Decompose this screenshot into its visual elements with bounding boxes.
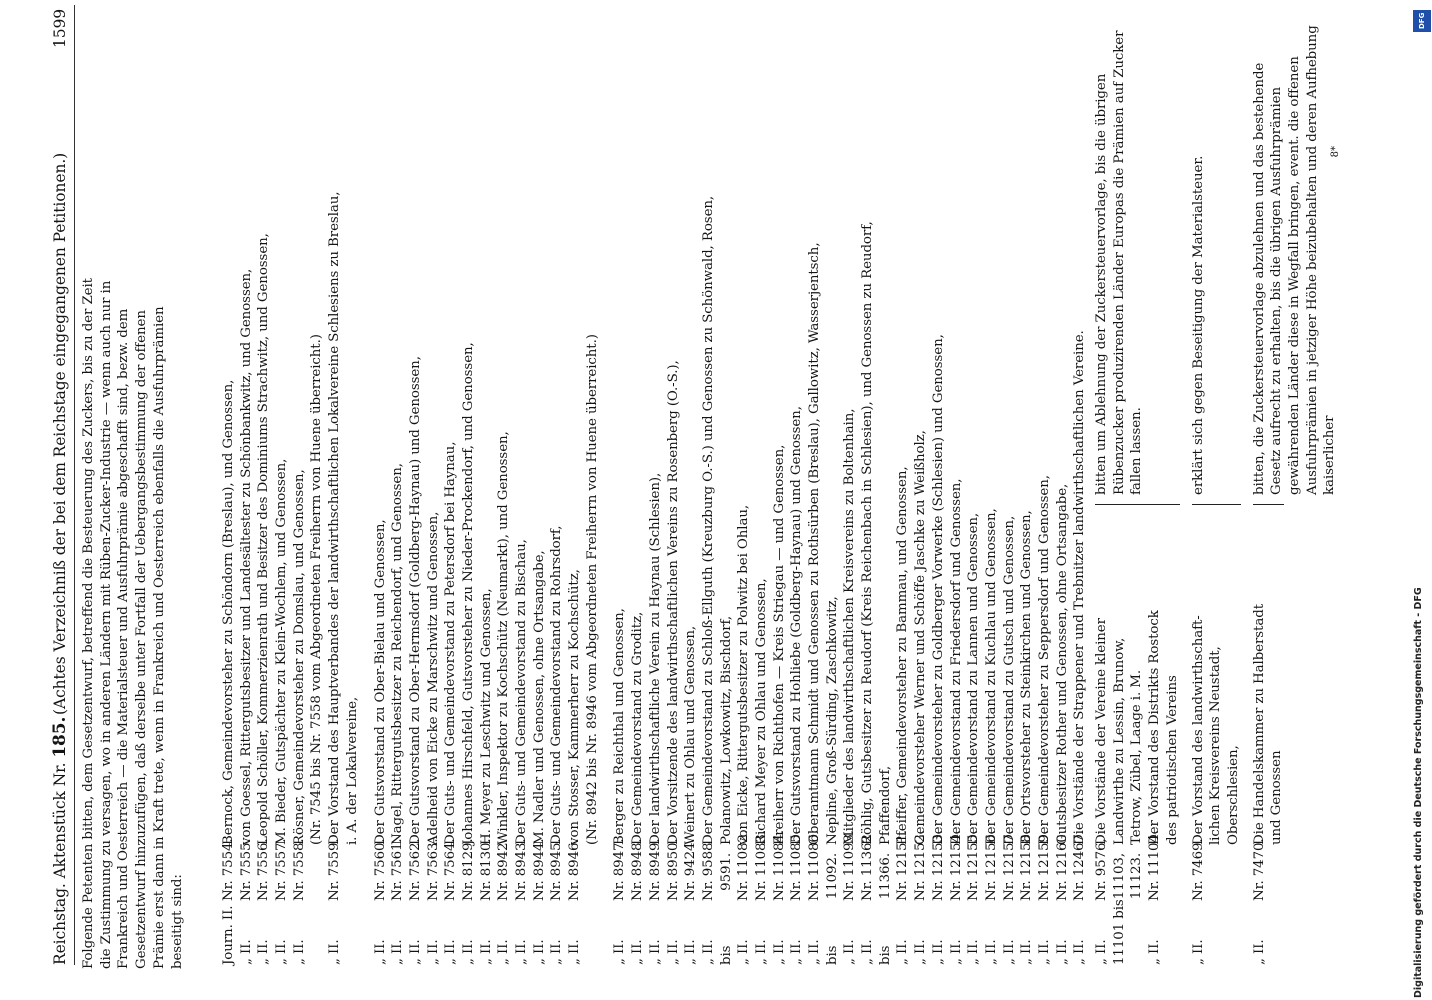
entry-text: Der Guts- und Gemeindevorstand zu Petersdorf bei Haynau, [443,441,459,845]
petition-entry [407,5,425,965]
entry-prefix: „ II. [372,939,388,965]
entry-number: Nr. 8949. [647,838,663,901]
petition-entry [1054,5,1072,965]
entry-prefix: „ II. [443,939,459,965]
entry-prefix: „ II. [807,939,822,965]
petition-entry [894,5,912,965]
entry-number: Nr. 12159. [1036,829,1052,901]
entry-prefix: „ II. [1019,939,1035,965]
petition-entry [771,5,789,965]
entry-number: Nr. 7556. [256,838,272,901]
entry-prefix: „ II. [531,939,547,965]
entry-number: Nr. 7554. [221,838,236,901]
rotated-sheet [50,5,1432,985]
entry-text: Polanowitz, Lowkowitz, Bischdorf, [718,615,734,845]
entry-prefix: bis [824,945,840,965]
petition-entry [753,5,771,965]
petition-group [1093,5,1182,965]
entry-number: Nr. 7469. [1190,838,1206,901]
page-header [50,5,75,965]
petition-group [1190,5,1243,965]
entry-prefix: „ II. [549,939,565,965]
entry-prefix: Journ. II. [221,905,236,965]
entry-text: Rösner, Gemeindevorsteher zu Domslau, und Genossen, [291,469,307,845]
petition-entry [983,5,1001,965]
entry-prefix: bis [718,945,734,965]
entry-text: Der Guts- und Gemeindevorstand zu Bischau, [514,539,529,845]
entry-number: Nr. 12153. [930,829,946,901]
petition-entry [344,5,362,965]
petition-entry [308,5,326,965]
petition-entry [965,5,983,965]
entry-prefix: „ II. [256,939,272,965]
entry-prefix: „ II. [966,939,982,965]
entry-text: Der Gemeindevorstand zu Groditz, [630,611,646,845]
entry-number: Nr. 7560. [372,838,388,901]
entry-prefix: „ II. [700,939,716,965]
entry-number: Nr. 8947. [612,838,628,901]
entry-number: Nr. 7470. [1251,838,1267,901]
entry-prefix: „ II. [1147,939,1163,965]
entry-number: 11103, [1111,853,1127,900]
petition-entry [718,5,736,965]
petition-entry [584,5,602,965]
entry-number: Nr. 12155. [966,829,982,901]
entry-prefix: „ II. [665,939,681,965]
petition-entry [460,5,478,965]
intro-line: Frankreich und Oesterreich — die Materialsteuer und Ausfuhrprämie abgeschafft sind, bezw. dem [116,308,132,969]
petition-entry [1207,5,1225,965]
entry-text: Der Gemeindevorstand zu Friedersdorf und Genossen, [948,478,964,845]
entry-prefix: „ II. [771,939,787,965]
entry-number: Nr. 12157. [1001,829,1017,901]
entry-text: Gemeindevorsteher Werner und Schöffe Jaschke zu Weißholz, [913,430,929,845]
entry-number: Nr. 7562. [407,838,423,901]
entry-text: Der Gemeindevorsteher zu Seppersdorf und Genossen, [1036,475,1052,845]
entry-number: 9591. [718,853,734,891]
entry-prefix: „ II. [1190,939,1206,965]
entry-text: Der Gutsvorstand zu Hohliebe (Goldberg-Haynau) und Genossen, [789,406,805,845]
petition-entry [1071,5,1089,965]
entry-text: Tetrow, Zübel, Laage i. M. [1129,669,1145,845]
entry-number: Nr. 7559. [327,838,343,901]
entry-prefix: „ II. [983,939,999,965]
entry-number: Nr. 11104. [1147,829,1163,901]
entry-prefix: „ II. [842,939,858,965]
petition-entry [682,5,700,965]
intro-line: Folgende Petenten bitten, dem Gesetzentwurf, betreffend die Besteuerung des Zuckers, bis zu der Zeit [81,278,96,969]
entry-number: Nr. 8129. [460,838,476,901]
petition-entry [841,5,859,965]
entry-text: (Nr. 8942 bis Nr. 8946 vom Abgeordneten Freiherrn von Huene überreicht.) [584,334,600,845]
entry-prefix: „ II. [425,939,441,965]
entry-number: Nr. 7564. [443,838,459,901]
entry-text: Die Vorstände der Vereine kleiner [1094,618,1109,845]
entry-prefix: „ II. [1094,939,1109,965]
entry-prefix: „ II. [1072,939,1088,965]
entry-text: Der Gemeindevorsteher zu Goldberger Vorwerke (Schlesien) und Genossen, [930,334,946,845]
petition-entry [220,5,238,965]
entry-prefix: „ II. [948,939,964,965]
entry-text: Der Gemeindevorstand zu Gutsch und Genossen, [1001,515,1017,845]
entry-text: Winkler, Inspektor zu Kochschütz (Neumarkt), und Genossen, [496,431,512,845]
entry-number: Nr. 11362 [860,834,876,901]
entry-number: Nr. 7563. [425,838,441,901]
petition-entry [442,5,460,965]
entry-number: Nr. 12156. [983,829,999,901]
petition-entry [238,5,256,965]
petition-entry [513,5,531,965]
entry-number: Nr. 8945. [549,838,565,901]
entry-text: Der Gutsvorstand zu Ober-Hermsdorf (Goldberg-Haynau) und Genossen, [407,356,423,845]
entry-text: Pfeiffer, Gemeindevorsteher zu Bammau, und Genossen, [895,466,911,845]
entry-number: Nr. 12151. [895,829,911,901]
petition-entry [326,5,344,965]
petition-group [1251,5,1340,965]
entry-prefix: „ II. [913,939,929,965]
entry-text: Oberschlesien, [1225,745,1241,845]
entry-text: Der Vorstand des Hauptverbandes der landwirthschaftlichen Lokalvereine Schlesiens zu Breslau, [327,191,343,845]
entry-text: Mitglieder des landwirthschaftlichen Kreisvereins zu Boltenhain, [842,408,858,845]
petition-entry [912,5,930,965]
petition-entry [948,5,966,965]
entry-number: Nr. 11093. [842,829,858,901]
entry-text: Der Gemeindevorstand zu Schloß-Ellguth (Kreuzburg O.-S.) und Genossen zu Schönwald, Rosen, [700,195,716,845]
entry-number: Nr. 8948. [630,838,646,901]
entry-text: Weinert zu Ohlau und Genossen, [683,625,699,845]
entry-prefix: „ II. [390,939,406,965]
entry-text: Bernock, Gemeindevorsteher zu Schöndorn (Breslau), und Genossen, [221,379,236,845]
entry-prefix: 11101 bis [1111,899,1127,965]
entry-number: Nr. 11083. [753,829,769,901]
petition-entry [1018,5,1036,965]
petition-entry [647,5,665,965]
petition-entry [806,5,824,965]
dfg-credit: Digitalisierung gefördert durch die Deutsche Forschungsgemeinschaft - DFG [1413,587,1424,998]
petition-entry [930,5,948,965]
entry-text: Der landwirthschaftliche Verein zu Haynau (Schlesien), [647,472,663,845]
petition-entry [566,5,584,965]
petition-entry [389,5,407,965]
intro-line: die Zustimmung zu versagen, wo in anderen Ländern mit Rüben-Zucker-Industrie — wenn auch nur in [98,280,114,969]
entry-text: von Eicke, Rittergutsbesitzer zu Polwitz bei Ohlau, [736,504,752,845]
intro-line: Gesetzentwurf hinzuzufügen, daß derselbe unter Fortfall der Uebergangsbestimmung der offenen [134,310,150,969]
entry-number: Nr. 8943. [514,838,529,901]
entry-text: Der Vorsitzende des landwirthschaftlichen Vereins zu Rosenberg (O.-S.), [665,360,681,845]
entry-text: Der Gutsvorstand zu Ober-Bielau und Genossen, [372,519,388,845]
petition-entry [548,5,566,965]
dfg-footer [1410,8,1432,998]
entry-prefix: „ II. [478,939,494,965]
entry-text: H. Meyer zu Leschwitz und Genossen, [478,588,494,845]
entry-number: Nr. 7561. [390,838,406,901]
petition-entry [877,5,895,965]
entry-number: Nr. 11086 [807,834,822,901]
entry-number: Nr. 9588 [700,842,716,901]
entry-number: Nr. 9576, [1094,838,1109,901]
entry-number: Nr. 12158. [1019,829,1035,901]
group-request-text: bitten, die Zuckersteuervorlage abzulehnen und das bestehende Gesetz aufrecht zu erhalten, bis die übrigen Ausfuhrprämien gewährenden Länder diese in Wegfall bringen, event. die offenen Ausfuhrprämien in jetziger Höhe beizubehalten und deren Aufhebung kaiserlicher [1251,25,1338,495]
petition-entry [1036,5,1054,965]
petition-entry [824,5,842,965]
petition-entry [425,5,443,965]
entry-prefix: „ II. [789,939,805,965]
petition-entry [255,5,273,965]
intro-line: beseitigt sind: [169,874,185,969]
entry-prefix: „ II. [1001,939,1017,965]
entry-number: 11123. [1129,853,1145,900]
header-source: Reichstag. Aktenstück Nr. [51,762,69,965]
entry-text: Die Vorstände der Strappener und Trebnitzer landwirthschaftlichen Vereine. [1072,330,1088,845]
header-number: 185. [50,716,70,758]
petition-entry [1146,5,1164,965]
group-brace [1095,504,1180,505]
entry-number: Nr. 7558. [291,838,307,901]
entry-text: Die Handelskammer zu Halberstadt [1251,604,1267,845]
entry-text: und Genossen [1269,750,1285,845]
entry-number: Nr. 12160. [1054,829,1070,901]
entry-number: Nr. 12154. [948,829,964,901]
entry-prefix: „ II. [238,939,254,965]
entry-text: Richard Meyer zu Ohlau und Genossen, [753,578,769,845]
entry-prefix: „ II. [460,939,476,965]
entry-text: Pfaffendorf, [877,766,893,845]
dfg-logo: DFG [1413,10,1431,32]
entry-text: lichen Kreisvereins Neustadt, [1208,646,1224,845]
entry-prefix: „ II. [647,939,663,965]
entry-text: des patriotischen Vereins [1164,675,1180,845]
entry-number: Nr. 12467. [1072,829,1088,901]
header-title: (Achtes Verzeichniß der bei dem Reichstage eingegangenen Petitionen.) [51,152,69,715]
entry-prefix: „ II. [1251,939,1267,965]
entry-text: von Stosser, Kammerherr zu Kochschütz, [567,569,583,845]
petition-entry [788,5,806,965]
entry-prefix: „ II. [1054,939,1070,965]
petition-entry [291,5,309,965]
intro-line: Prämie erst dann in Kraft trete, wenn in Frankreich und Oesterreich ebenfalls die Ausfuhrprämien [151,306,167,969]
entry-number: Nr. 11084. [771,829,787,901]
entry-text: (Nr. 7545 bis Nr. 7558 vom Abgeordneten Freiherrn von Huene überreicht.) [309,334,325,845]
header-page-number: 1599 [51,9,69,49]
entry-text: Leopold Schöller, Kommerzienrath und Besitzer des Dominiums Strachwitz, und Genossen, [256,233,272,845]
entry-number: 11366. [877,853,893,900]
entry-text: Nagel, Rittergutsbesitzer zu Reichendorf, und Genossen, [390,463,406,845]
entry-prefix: „ II. [514,939,529,965]
entry-number: 11092. [824,853,840,900]
entry-text: Oberamtmann Schmidt und Genossen zu Rothsürben (Breslau), Gallowitz, Wasserjentsch, [807,242,822,845]
entry-number: Nr. 8944. [531,838,547,901]
entry-text: Der Guts- und Gemeindevorstand zu Rohrsdorf, [549,525,565,845]
petition-entry [1225,5,1243,965]
entry-prefix: „ II. [895,939,911,965]
entry-prefix: „ II. [930,939,946,965]
group-request-text: erklärt sich gegen Beseitigung der Materialsteuer. [1190,155,1206,495]
petition-entry [735,5,753,965]
entry-prefix: „ II. [1036,939,1052,965]
petition-entry [478,5,496,965]
entry-text: Johannes Hirschfeld, Gutsvorsteher zu Nieder-Prockendorf, und Genossen, [460,342,476,845]
entry-prefix: „ II. [327,939,343,965]
entry-number: Nr. 7555. [238,838,254,901]
petition-entry [273,5,291,965]
entry-prefix: „ II. [860,939,876,965]
entry-prefix: „ II. [630,939,646,965]
group-request-text: bitten um Ablehnung der Zuckersteuervorlage, bis die übrigen Rübenzucker produzirenden Länder Europas die Prämien auf Zucker fallen lassen. [1094,30,1145,495]
petition-entry [700,5,718,965]
entry-number: Nr. 8946. [567,838,583,901]
entry-text: Der Vorstand des landwirthschaft- [1190,615,1206,845]
header-left [52,717,70,965]
entry-text: Berger zu Reichthal und Genossen, [612,608,628,845]
entry-prefix: „ II. [612,939,628,965]
entry-number: Nr. 8950. [665,838,681,901]
entry-number: Nr. 8942. [496,838,512,901]
entry-text: Der Gemeindevorstand zu Kuchlau und Genossen, [983,508,999,845]
entry-text: von Goessel, Rittergutsbesitzer und Landesältester zu Schönbankwitz, und Genossen, [238,268,254,845]
entry-prefix: „ II. [567,939,583,965]
entry-text: Gutsbesitzer Rother und Genossen, ohne Ortsangabe, [1054,483,1070,845]
petition-entry [372,5,390,965]
entry-prefix: „ II. [274,939,290,965]
entry-number: Nr. 12152. [913,829,929,901]
entry-number: Nr. 8130. [478,838,494,901]
entry-text: Röhlig, Gutsbesitzer zu Reudorf (Kreis Reichenbach in Schlesien), und Genossen zu Reudorf, [860,221,876,845]
entry-prefix: „ II. [736,939,752,965]
petition-entry [1164,5,1182,965]
entry-prefix: „ II. [753,939,769,965]
petition-entry [531,5,549,965]
entry-prefix: „ II. [291,939,307,965]
entry-prefix: „ II. [683,939,699,965]
petition-entry [629,5,647,965]
entry-number: Nr. 7557. [274,838,290,901]
entry-text: Der Gemeindevorstand zu Lannen und Genossen, [966,512,982,845]
entry-text: M. Nadler und Genossen, ohne Ortsangabe, [531,550,547,845]
entry-number: Nr. 11085. [789,829,805,901]
intro-paragraph [80,35,186,969]
entry-number: Nr. 9424. [683,838,699,901]
entry-text: Nepline, Groß-Sürding, Zaschkowitz, [824,596,840,845]
entry-text: i. A. der Lokalvereine, [344,696,360,845]
entry-text: Der Ortsvorsteher zu Steinkirchen und Genossen, [1019,510,1035,845]
petition-entry [495,5,513,965]
petition-list [220,5,1339,965]
group-brace [1192,504,1241,505]
entry-prefix: „ II. [496,939,512,965]
entry-prefix: „ II. [407,939,423,965]
page-mark: 8* [1330,146,1341,158]
entry-text: M. Bieder, Gutspächter zu Klein-Wochlem, und Genossen, [274,458,290,845]
entry-number: Nr. 11082. [736,829,752,901]
petition-entry [665,5,683,965]
petition-entry [859,5,877,965]
entry-text: Freiherr von Richthofen — Kreis Striegau — und Genossen, [771,444,787,845]
petition-entry [1001,5,1019,965]
entry-text: Landwirthe zu Lessin, Brunow, [1111,637,1127,845]
group-brace [1253,504,1284,505]
petition-entry [611,5,629,965]
entry-text: Adelheid von Eicke zu Marschwitz und Genossen, [425,511,441,845]
entry-text: Der Vorstand des Distrikts Rostock [1147,610,1163,845]
entry-prefix: bis [877,945,893,965]
